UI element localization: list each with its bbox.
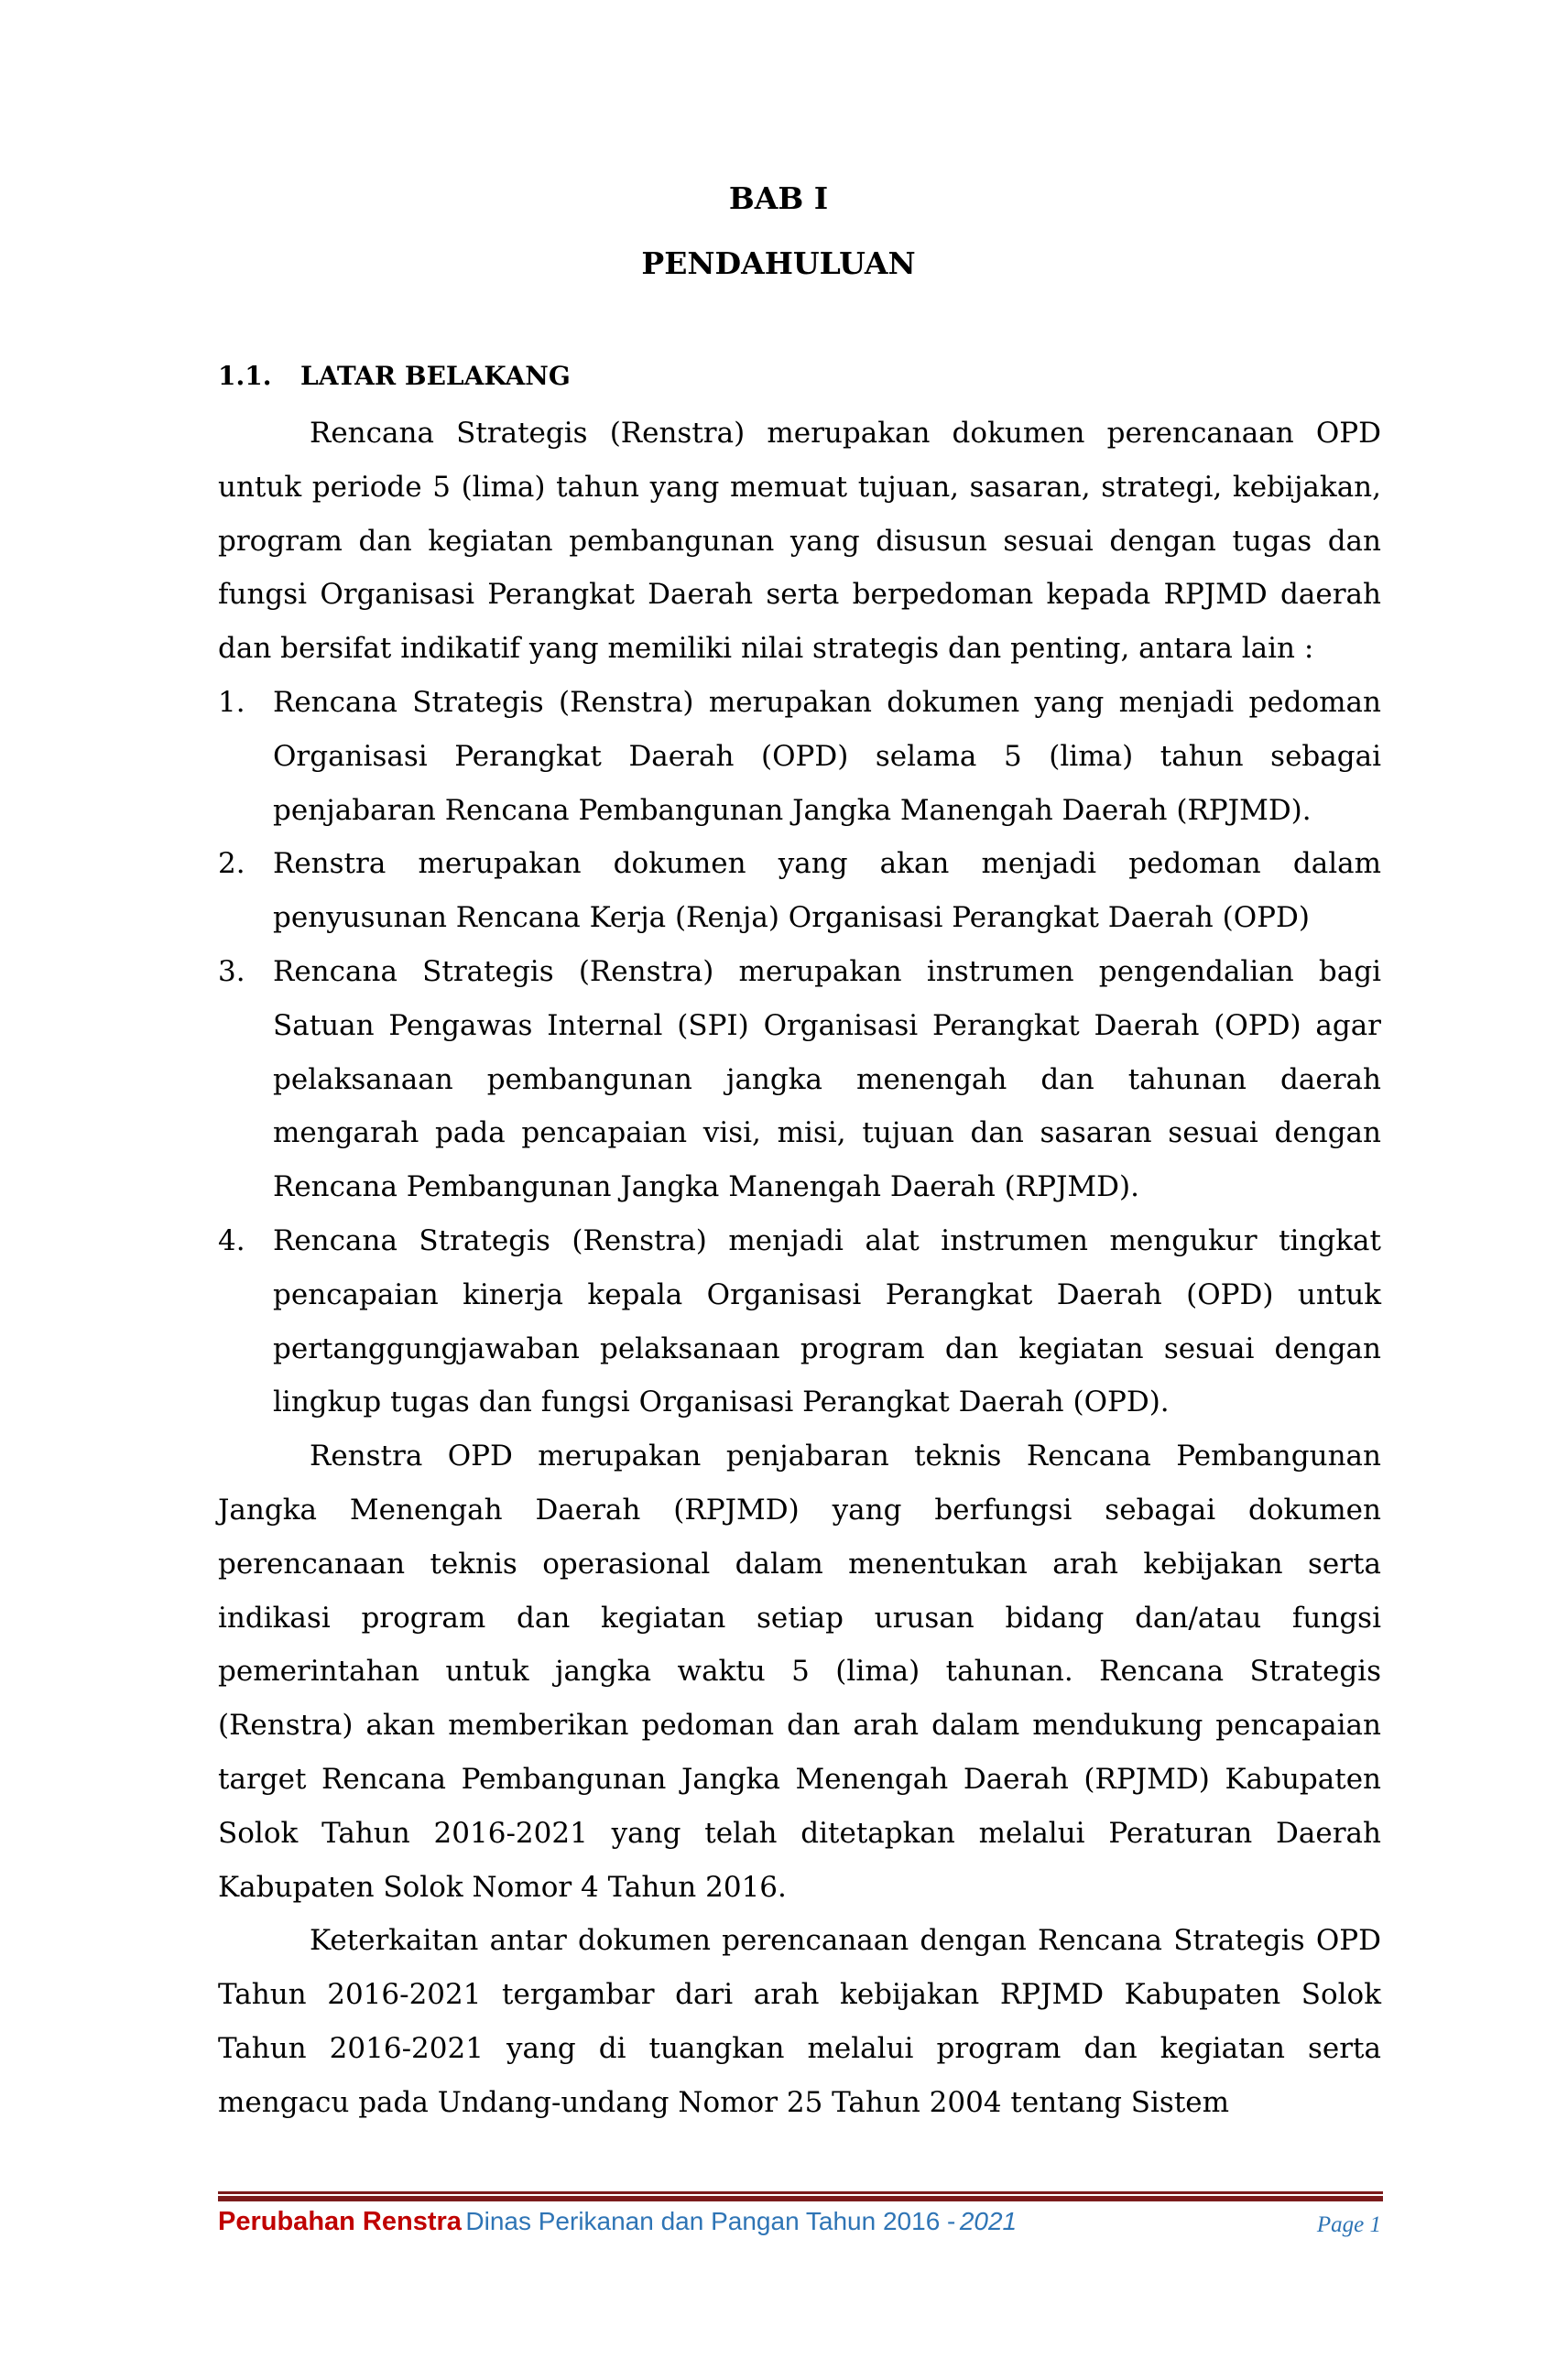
renstra-opd-paragraph: Renstra OPD merupakan penjabaran teknis Rencana Pembangunan Jangka Menengah Daerah (RPJMD) yang berfungsi sebagai dokumen perencanaan teknis operasional dalam menentukan arah kebijakan serta indikasi program dan kegiatan setiap urusan bidang dan/atau fungsi pemerintahan untuk jangka waktu 5 (lima) tahunan. Rencana Strategis (Renstra) akan memberikan pedoman dan arah dalam mendukung pencapaian target Rencana Pembangunan Jangka Menengah Daerah (RPJMD) Kabupaten Solok Tahun 2016-2021 yang telah ditetapkan melalui Peraturan Daerah Kabupaten Solok Nomor 4 Tahun 2016. [218,1440,1381,1904]
section-title: LATAR BELAKANG [300,361,571,391]
list-item-text: Rencana Strategis (Renstra) merupakan dokumen yang menjadi pedoman Organisasi Perangkat Daerah (OPD) selama 5 (lima) tahun sebagai penjabaran Rencana Pembangunan Jangka Manengah Daerah (RPJMD). [273,685,1381,827]
chapter-title: PENDAHULUAN [641,245,916,281]
page-number: Page 1 [1316,2212,1381,2237]
purpose-list [218,676,1381,1429]
intro-paragraph: Rencana Strategis (Renstra) merupakan dokumen perencanaan OPD untuk periode 5 (lima) tahun yang memuat tujuan, sasaran, strategi, kebijakan, program dan kegiatan pembangunan yang disusun sesuai dengan tugas dan fungsi Organisasi Perangkat Daerah serta berpedoman kepada RPJMD daerah dan bersifat indikatif yang memiliki nilai strategis dan penting, antara lain : [218,417,1381,666]
list-item [218,837,1381,945]
list-item-number: 1. [218,685,245,719]
chapter-label: BAB I [728,180,829,216]
list-item-number: 2. [218,847,245,881]
footer-org: Dinas Perikanan dan Pangan Tahun 2016 - [465,2207,956,2235]
list-item-text: Rencana Strategis (Renstra) menjadi alat instrumen mengukur tingkat pencapaian kinerja kepala Organisasi Perangkat Daerah (OPD) untuk pertanggungjawaban pelaksanaan program dan kegiatan sesuai dengan lingkup tugas dan fungsi Organisasi Perangkat Daerah (OPD). [273,1223,1381,1419]
list-item-number: 4. [218,1223,245,1257]
section-heading [218,361,571,391]
list-item [218,945,1381,1214]
footer-year: 2021 [959,2207,1018,2235]
footer-divider [218,2191,1383,2201]
footer-doc-title: Perubahan Renstra [218,2207,462,2236]
body-text [218,407,1381,2130]
section-number: 1.1. [218,361,272,391]
list-item-number: 3. [218,954,245,988]
list-item-text: Renstra merupakan dokumen yang akan menjadi pedoman dalam penyusunan Rencana Kerja (Renja) Organisasi Perangkat Daerah (OPD) [273,847,1381,935]
keterkaitan-paragraph: Keterkaitan antar dokumen perencanaan dengan Rencana Strategis OPD Tahun 2016-2021 tergambar dari arah kebijakan RPJMD Kabupaten Solok Tahun 2016-2021 yang di tuangkan melalui program dan kegiatan serta mengacu pada Undang-undang Nomor 25 Tahun 2004 tentang Sistem [218,1924,1381,2119]
list-item [218,1214,1381,1429]
page-footer [218,2207,1383,2247]
list-item [218,676,1381,837]
list-item-text: Rencana Strategis (Renstra) merupakan instrumen pengendalian bagi Satuan Pengawas Internal (SPI) Organisasi Perangkat Daerah (OPD) agar pelaksanaan pembangunan jangka menengah dan tahunan daerah mengarah pada pencapaian visi, misi, tujuan dan sasaran sesuai dengan Rencana Pembangunan Jangka Manengah Daerah (RPJMD). [273,954,1381,1204]
